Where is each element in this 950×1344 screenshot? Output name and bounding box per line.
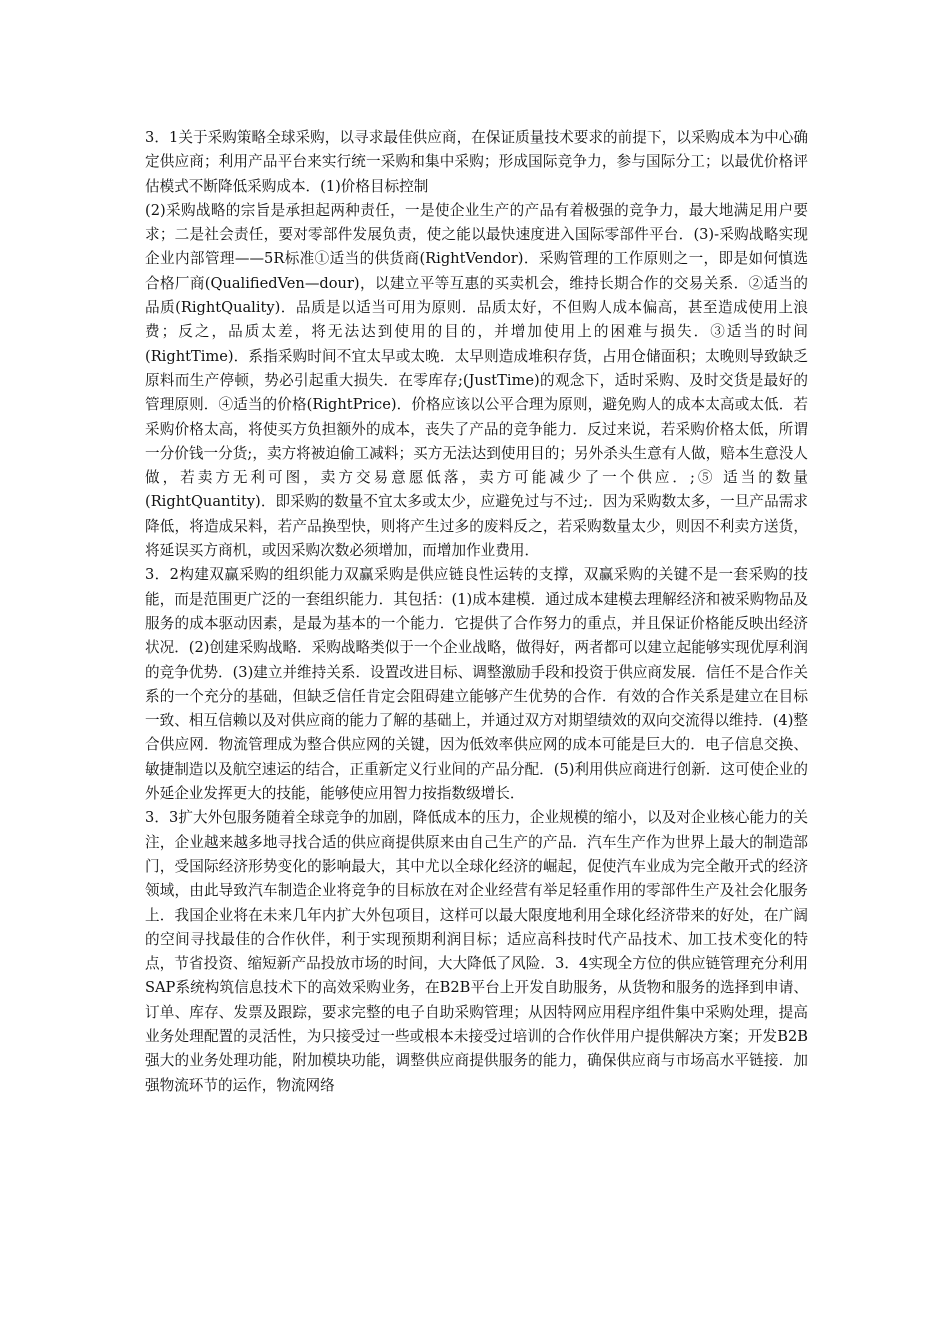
- paragraph-win-win-procurement: 3．2构建双赢采购的组织能力双赢采购是供应链良性运转的支撑，双赢采购的关键不是一套采购的技能，而是范围更广泛的一套组织能力．其包括：(1)成本建模．通过成本建模去理解经济和被采购物品及服务的成本驱动因素，是最为基本的一个能力．它提供了合作努力的重点，并且保证价格能反映出经济状况．(2)创建采购战略．采购战略类似于一个企业战略，做得好，两者都可以建立起能够实现优厚利润的竞争优势．(3)建立并维持关系．设置改进目标、调整激励手段和投资于供应商发展．信任不是合作关系的一个充分的基础，但缺乏信任肯定会阻碍建立能够产生优势的合作．有效的合作关系是建立在目标一致、相互信赖以及对供应商的能力了解的基础上，并通过双方对期望绩效的双向交流得以维持．(4)整合供应网．物流管理成为整合供应网的关键，因为低效率供应网的成本可能是巨大的．电子信息交换、敏捷制造以及航空速运的结合，正重新定义行业间的产品分配．(5)利用供应商进行创新．这可使企业的外延企业发挥更大的技能，能够使应用智力按指数级增长．: [145, 566, 808, 803]
- paragraph-5r-standard: (2)采购战略的宗旨是承担起两种责任，一是使企业生产的产品有着极强的竞争力，最大地满足用户要求；二是社会责任，要对零部件发展负责，使之能以最快速度进入国际零部件平台．(3)-采购战略实现企业内部管理——5R标准①适当的供货商(RightVendor)．采购管理的工作原则之一，即是如何慎选合格厂商(QualifiedVen—dour)，以建立平等互惠的买卖机会，维持长期合作的交易关系．②适当的品质(RightQuality)．品质是以适当可用为原则．品质太好，不但购人成本偏高，甚至造成使用上浪费；反之，品质太差，将无法达到使用的目的，并增加使用上的困难与损失．③适当的时间(RightTime)．系指采购时间不宜太早或太晚．太早则造成堆积存货，占用仓储面积；太晚则导致缺乏原料而生产停顿，势必引起重大损失．在零库存;(JustTime)的观念下，适时采购、及时交货是最好的管理原则．④适当的价格(RightPrice)．价格应该以公平合理为原则，避免购人的成本太高或太低．若采购价格太高，将使买方负担额外的成本，丧失了产品的竞争能力．反过来说，若采购价格太低，所谓一分价钱一分货;，卖方将被迫偷工减料；买方无法达到使用目的；另外杀头生意有人做，赔本生意没人做，若卖方无利可图，卖方交易意愿低落，卖方可能减少了一个供应．;⑤ 适当的数量(RightQuantity)．即采购的数量不宜太多或太少，应避免过与不过;．因为采购数太多，一旦产品需求降低，将造成呆料，若产品换型快，则将产生过多的废料反之，若采购数量太少，则因不利卖方送货，将延误买方商机，或因采购次数必须增加，而增加作业费用．: [145, 201, 808, 560]
- paragraph-procurement-strategy: 3．1关于采购策略全球采购，以寻求最佳供应商，在保证质量技术要求的前提下，以采购成本为中心确定供应商；利用产品平台来实行统一采购和集中采购；形成国际竞争力，参与国际分工；以最优价格评估模式不断降低采购成本．(1)价格目标控制: [145, 129, 808, 195]
- paragraph-outsourcing-and-supply-chain: 3．3扩大外包服务随着全球竞争的加剧，降低成本的压力，企业规模的缩小，以及对企业核心能力的关注，企业越来越多地寻找合适的供应商提供原来由自己生产的产品．汽车生产作为世界上最大的制造部门，受国际经济形势变化的影响最大，其中尤以全球化经济的崛起，促使汽车业成为完全敞开式的经济领域，由此导致汽车制造企业将竞争的目标放在对企业经营有举足轻重作用的零部件生产及社会化服务上．我国企业将在未来几年内扩大外包项目，这样可以最大限度地利用全球化经济带来的好处，在广阔的空间寻找最佳的合作伙伴，利于实现预期利润目标；适应高科技时代产品技术、加工技术变化的特点，节省投资、缩短新产品投放市场的时间，大大降低了风险．3．4实现全方位的供应链管理充分利用SAP系统构筑信息技术下的高效采购业务，在B2B平台上开发自助服务，从货物和服务的选择到申请、订单、库存、发票及跟踪，要求完整的电子自助采购管理；从因特网应用程序组件集中采购处理，提高业务处理配置的灵活性，为只接受过一些或根本未接受过培训的合作伙伴用户提供解决方案；开发B2B强大的业务处理功能，附加模块功能，调整供应商提供服务的能力，确保供应商与市场高水平链接．加强物流环节的运作，物流网络: [145, 809, 808, 1094]
- document-page: [145, 126, 808, 1098]
